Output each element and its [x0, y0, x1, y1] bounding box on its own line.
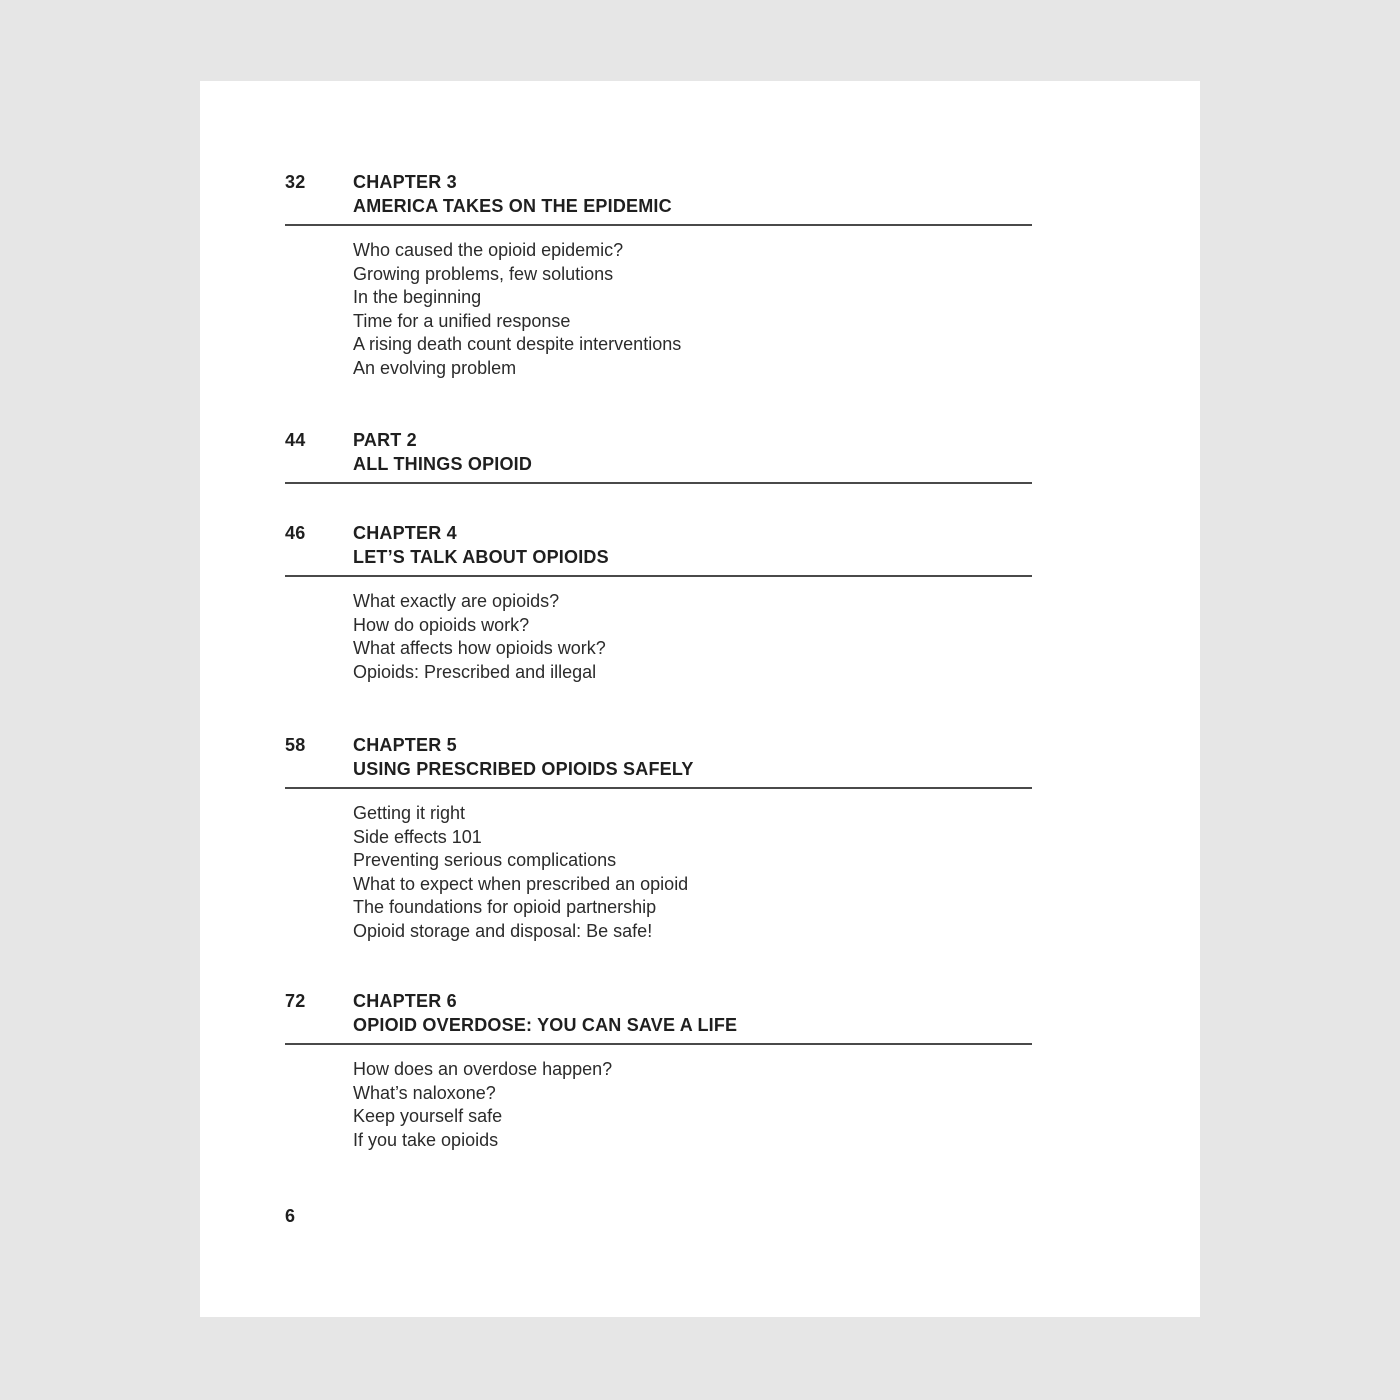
section-title: AMERICA TAKES ON THE EPIDEMIC [353, 196, 672, 216]
toc-entry: What affects how opioids work? [353, 638, 606, 658]
book-page [200, 81, 1200, 1317]
section-title: OPIOID OVERDOSE: YOU CAN SAVE A LIFE [353, 1015, 738, 1035]
section-divider [285, 787, 1032, 789]
section-titles [353, 733, 1032, 781]
section-heading [285, 521, 1032, 569]
section-divider [285, 575, 1032, 577]
section-entries [353, 802, 1032, 943]
section-titles [353, 989, 1032, 1037]
toc-entry: The foundations for opioid partnership [353, 897, 657, 917]
toc-entry: Growing problems, few solutions [353, 263, 614, 284]
table-of-contents [285, 170, 1032, 1228]
section-label: CHAPTER 3 [353, 172, 457, 192]
section-title: USING PRESCRIBED OPIOIDS SAFELY [353, 759, 694, 779]
section-label: CHAPTER 5 [353, 735, 457, 755]
section-titles [353, 170, 1032, 218]
section-title: LET’S TALK ABOUT OPIOIDS [353, 547, 609, 567]
toc-entry: Preventing serious complications [353, 850, 617, 870]
toc-entry: If you take opioids [353, 1129, 499, 1150]
section-titles [353, 428, 1032, 476]
toc-entry: Who caused the opioid epidemic? [353, 240, 624, 260]
section-page-number: 72 [285, 991, 306, 1011]
section-label: CHAPTER 6 [353, 991, 457, 1011]
section-label: CHAPTER 4 [353, 523, 457, 543]
section-heading [285, 428, 1032, 476]
toc-section-chapter-4 [285, 521, 1032, 684]
toc-entry: Getting it right [353, 803, 466, 823]
section-label: PART 2 [353, 430, 417, 450]
section-heading [285, 170, 1032, 218]
toc-entry: An evolving problem [353, 357, 517, 378]
section-divider [285, 482, 1032, 484]
toc-entry: A rising death count despite interventions [353, 334, 682, 354]
toc-entry: Side effects 101 [353, 826, 482, 847]
toc-entry: How do opioids work? [353, 614, 530, 635]
toc-entry: What’s naloxone? [353, 1082, 496, 1103]
toc-entry: Keep yourself safe [353, 1106, 503, 1126]
section-page-number: 44 [285, 430, 306, 450]
section-page-number: 32 [285, 172, 306, 192]
section-entries [353, 590, 1032, 684]
page-folio: 6 [285, 1206, 296, 1226]
section-page-number: 46 [285, 523, 306, 543]
section-entries [353, 239, 1032, 380]
toc-entry: Time for a unified response [353, 310, 571, 331]
toc-entry: What to expect when prescribed an opioid [353, 873, 689, 894]
section-titles [353, 521, 1032, 569]
section-heading [285, 733, 1032, 781]
section-divider [285, 224, 1032, 226]
toc-section-chapter-6 [285, 989, 1032, 1152]
toc-entry: Opioid storage and disposal: Be safe! [353, 920, 653, 941]
toc-entry: How does an overdose happen? [353, 1059, 613, 1079]
toc-entry: In the beginning [353, 287, 482, 307]
section-heading [285, 989, 1032, 1037]
section-page-number: 58 [285, 735, 306, 755]
section-divider [285, 1043, 1032, 1045]
toc-entry: What exactly are opioids? [353, 591, 560, 611]
toc-section-chapter-5 [285, 733, 1032, 943]
toc-section-chapter-3 [285, 170, 1032, 380]
toc-section-part-2 [285, 428, 1032, 484]
section-entries [353, 1058, 1032, 1152]
toc-entry: Opioids: Prescribed and illegal [353, 661, 597, 682]
section-title: ALL THINGS OPIOID [353, 454, 533, 474]
